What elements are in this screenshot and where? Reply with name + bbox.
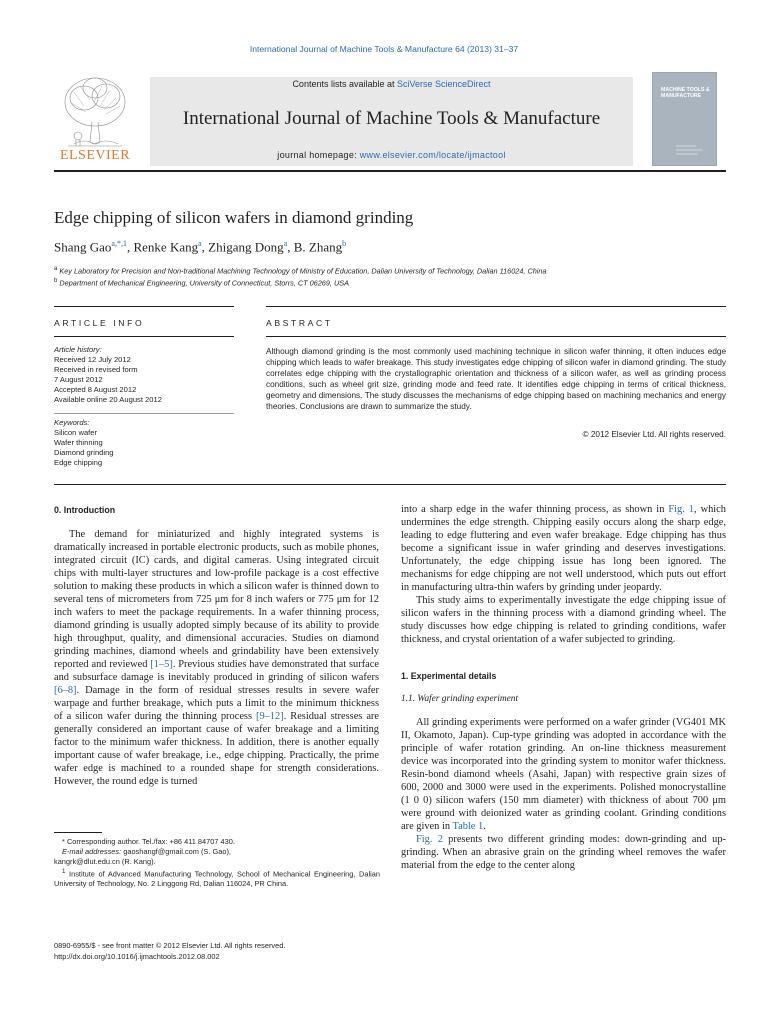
issn-line: 0890-6955/$ - see front matter © 2012 Elsevier Ltd. All rights reserved. <box>54 941 286 950</box>
footnote-mark: 1 <box>62 868 66 875</box>
table-link[interactable]: Table 1 <box>452 821 484 832</box>
abstract-rule <box>266 336 726 337</box>
text-run: All grinding experiments were performed on a wafer grinder (VG401 MK II, Okamoto, Japan). Cup-type grinding was adopted in accordance with the principle of wafer rotation grinding. An on-line thickness measurement device was incorporated into the grinding system to monitor wafer thickness. Resin-bond diamond wheels (Asahi, Japan) with respective grain sizes of 600, 2000 and 3000 were used in the experiments. Polished monocrystalline (1 0 0) silicon wafers (150 mm diameter) with thickness of about 700 μm were ground with deionized water as grinding coolant. Grinding conditions are given in <box>401 717 726 832</box>
author-list: Shang Gao$^{a,*,1}$, Renke Kang$^a$, Zhigang Dong$^a$, B. Zhang$^b$ <box>54 239 347 255</box>
paragraph: This study aims to experimentally investigate the edge chipping issue of silicon wafers in the thinning process with a diamond grinding wheel. The study discusses how edge chipping is related to grinding conditions, wafer thickness, and crystal orientation of a wafer subjected to grinding. <box>401 595 726 645</box>
article-title: Edge chipping of silicon wafers in diamond grinding <box>54 208 414 227</box>
text-run: presents two different grinding modes: down-grinding and up-grinding. When an abrasive grain on the grinding wheel removes the wafer material from the edge to the center along <box>401 834 726 871</box>
history-line: Available online 20 August 2012 <box>54 395 162 404</box>
email-label: E-mail addresses: <box>62 847 122 856</box>
affiliation-text: Key Laboratory for Precision and Non-traditional Machining Technology of Ministry of Education, Dalian University of Technology, Dalian 116024, China <box>59 266 547 276</box>
affiliation-mark: a <box>54 266 58 272</box>
history-line: Accepted 8 August 2012 <box>54 385 137 394</box>
text-run: into a sharp edge in the wafer thinning process, as shown in <box>401 504 669 515</box>
affiliation <box>54 266 547 275</box>
footnote-1 <box>54 867 380 889</box>
author-marks[interactable]: a <box>283 239 288 248</box>
text-run: . <box>483 821 486 832</box>
abstract-text: Although diamond grinding is the most commonly used machining technique in silicon wafer thinning, it often induces edge chipping which leads to wafer breakage. This study investigates edge chipping of silicon wafer in diamond grinding. The study correlates edge chipping with the crystallographic orientation and thickness of a silicon wafer, as well as grinding process conditions, such as wheel grit size, grinding mode and feed rate. It identifies edge chipping in terms of critical thickness, geometry and dimensions. The study discusses the mechanisms of edge chipping based on machining mechanics and energy theories. Conclusions are drawn to summarize the study. <box>266 347 726 411</box>
journal-homepage <box>150 150 633 160</box>
history-line: Received in revised form <box>54 365 138 374</box>
right-column <box>401 503 726 872</box>
info-rule <box>54 336 234 337</box>
footnote-text: Institute of Advanced Manufacturing Technology, School of Mechanical Engineering, Dalian University of Technology, No. 2 Linggong Rd, Dalian 116024, PR China. <box>54 869 380 889</box>
email-address[interactable]: gaoshangf@gmail.com (S. Gao), <box>123 847 231 856</box>
homepage-link[interactable]: www.elsevier.com/locate/ijmactool <box>359 150 506 160</box>
text-run: . Damage in the form of residual stresses results in severe wafer warpage and further breakage, which puts a limit to the minimum thickness of a silicon wafer during the thinning process <box>54 685 379 722</box>
email-address[interactable]: kangrk@dlut.edu.cn (R. Kang). <box>54 857 156 866</box>
info-divider <box>54 413 234 414</box>
history-line: 7 August 2012 <box>54 375 103 384</box>
footnote-rule <box>54 832 102 833</box>
author-name[interactable]: Zhigang Dong <box>208 239 284 255</box>
publisher-wordmark: ELSEVIER <box>59 148 131 163</box>
author-marks[interactable]: a <box>198 239 202 248</box>
front-matter-footer <box>54 941 285 962</box>
footnote-email <box>54 847 380 857</box>
doi-link[interactable]: http://dx.doi.org/10.1016/j.ijmachtools.2012.08.002 <box>54 951 220 961</box>
footnotes <box>54 837 380 889</box>
citation-link[interactable]: [6–8] <box>54 685 77 696</box>
sciencedirect-link[interactable]: SciVerse ScienceDirect <box>397 79 491 89</box>
paragraph <box>401 716 726 833</box>
citation-link[interactable]: [1–5] <box>150 659 173 670</box>
section-heading-introduction: 0. Introduction <box>54 505 116 515</box>
homepage-prefix: journal homepage: <box>277 150 360 160</box>
text-run: , which undermines the edge strength. Chipping easily occurs along the sharp edge, leading to edge fluttering and even wafer breakage. Edge chipping has thus become a significant issue in wafer grinding and deserves investigations. Unfortunately, the edge chipping issue has long been ignored. The mechanisms for edge chipping are not well understood, which puts out effort in manufacturing ultra-thin wafers by grinding under jeopardy. <box>401 504 726 593</box>
cover-text-lines <box>676 144 706 158</box>
footnote-corresponding: * Corresponding author. Tel./fax: +86 411 84707 430. <box>62 837 235 846</box>
keyword: Wafer thinning <box>54 438 103 447</box>
figure-link[interactable]: Fig. 2 <box>416 834 443 845</box>
affiliation-text: Department of Mechanical Engineering, University of Connecticut, Storrs, CT 06269, USA <box>59 278 349 288</box>
cover-title: MACHINE TOOLS & MANUFACTURE <box>661 87 710 99</box>
author-marks[interactable]: b <box>342 239 347 248</box>
author-name[interactable]: Renke Kang <box>133 239 199 255</box>
keywords-label: Keywords: <box>54 418 90 427</box>
keyword: Edge chipping <box>54 458 103 467</box>
text-run: . Previous studies have demonstrated that surface and subsurface damage is inevitably produced in grinding of silicon wafers <box>54 659 379 683</box>
citation-link[interactable]: [9–12] <box>256 711 284 722</box>
footnote-text: Corresponding author. Tel./fax: +86 411 84707 430. <box>66 837 235 846</box>
keywords <box>54 418 234 468</box>
affiliation-mark: b <box>54 278 58 284</box>
keyword: Silicon wafer <box>54 428 98 437</box>
abstract-rule <box>266 306 726 307</box>
history-label: Article history: <box>54 345 102 354</box>
front-matter-rule <box>54 484 726 485</box>
author-name[interactable]: Shang Gao <box>54 239 112 255</box>
figure-link[interactable]: Fig. 1 <box>668 504 695 515</box>
text-run: The demand for miniaturized and highly integrated systems is dramatically increased in portable electronic products, such as mobile phones, integrated circuit (IC) cards, and digital cameras. Using integrated circuit chips with multi-layer structures and low-profile package is a cost effective solution to making these products in which a silicon wafer is thinned down to several tens of micrometers from 725 μm for 8 inch wafers or 775 μm for 12 inch wafers to meet the package requirements. In a wafer thinning process, diamond grinding is usually adopted simply because of its ability to provide high throughput, quality, and dimensional accuracies. Studies on diamond grinding machines, diamond wheels and grindability have been extensively reported and reviewed <box>54 529 379 670</box>
left-column <box>54 504 379 788</box>
text-run: . Residual stresses are generally considered an important cause of wafer breakage and a limiting factor to the minimum wafer thickness. In addition, there is another equally important cause of wafer breakage, i.e., edge chipping. Practically, the prime wafer edge is machined to a rounded shape for strength considerations. However, the round edge is turned <box>54 711 379 787</box>
history-line: Received 12 July 2012 <box>54 355 131 364</box>
article-info-heading: ARTICLE INFO <box>54 318 145 328</box>
journal-title: International Journal of Machine Tools & Manufacture <box>182 108 601 129</box>
author-marks[interactable]: a,*,1 <box>111 239 127 248</box>
affiliation <box>54 278 349 287</box>
contents-prefix: Contents lists available at <box>292 79 397 89</box>
contents-line <box>150 79 633 89</box>
paragraph <box>401 833 726 872</box>
paragraph <box>401 503 726 594</box>
author-name[interactable]: B. Zhang <box>293 239 343 255</box>
section-heading-experimental: 1. Experimental details <box>401 671 497 681</box>
abstract-heading: ABSTRACT <box>266 318 333 328</box>
masthead-rule <box>54 170 726 172</box>
abstract-copyright: © 2012 Elsevier Ltd. All rights reserved. <box>582 430 726 439</box>
keyword: Diamond grinding <box>54 448 114 457</box>
info-rule <box>54 306 234 307</box>
paragraph <box>54 528 379 788</box>
subsection-heading-grinding: 1.1. Wafer grinding experiment <box>401 694 519 704</box>
running-head[interactable]: International Journal of Machine Tools & Manufacture 64 (2013) 31–37 <box>249 44 519 54</box>
article-history <box>54 345 234 405</box>
